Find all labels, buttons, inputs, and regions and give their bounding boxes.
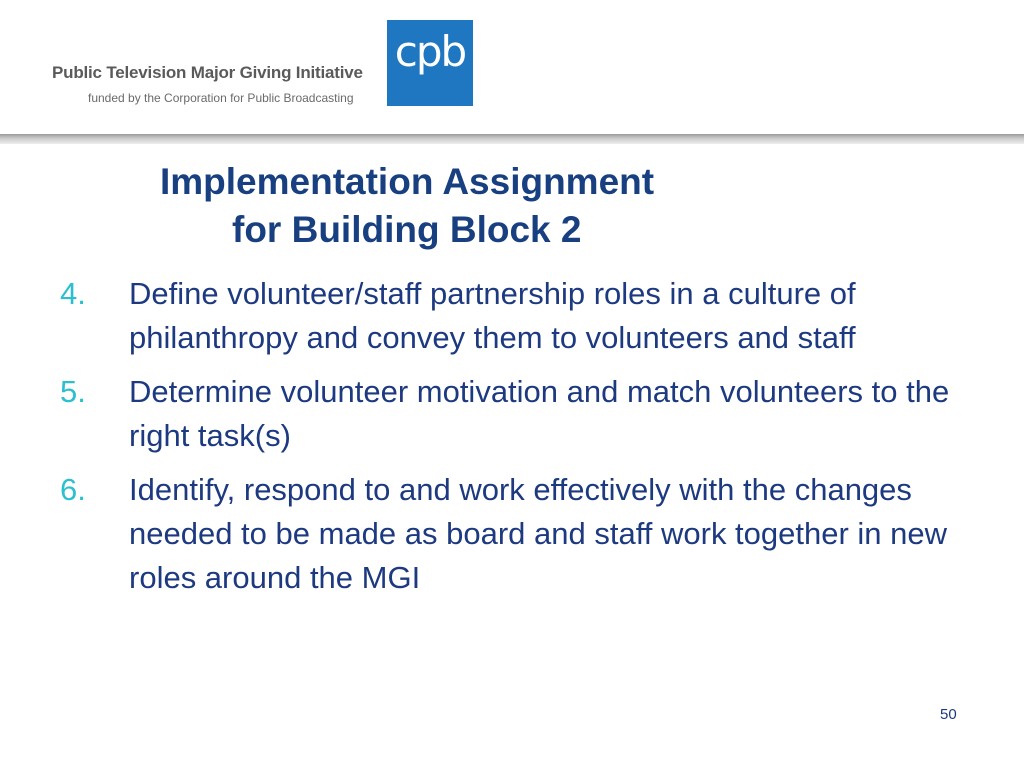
logo-text: cpb — [394, 27, 466, 76]
list-item — [60, 272, 960, 360]
slide-header — [0, 0, 1024, 136]
page-number: 50 — [940, 706, 957, 723]
title-line-2: for Building Block 2 — [232, 209, 582, 250]
cpb-logo — [387, 20, 473, 106]
header-divider — [0, 134, 1024, 144]
item-number: 5. — [60, 374, 86, 409]
numbered-list — [60, 272, 960, 610]
item-text: Identify, respond to and work effectively with the changes needed to be made as board and staff work together in new roles around the MGI — [129, 472, 948, 595]
item-number: 4. — [60, 276, 86, 311]
item-text: Determine volunteer motivation and match volunteers to the right task(s) — [129, 374, 950, 453]
list-item — [60, 468, 960, 600]
title-line-1: Implementation Assignment — [160, 161, 655, 202]
item-number: 6. — [60, 472, 86, 507]
org-subtitle: funded by the Corporation for Public Broadcasting — [88, 91, 354, 105]
org-name: Public Television Major Giving Initiative — [52, 63, 363, 82]
slide-title — [160, 158, 860, 254]
item-text: Define volunteer/staff partnership roles in a culture of philanthropy and convey them to volunteers and staff — [129, 276, 856, 355]
list-item — [60, 370, 960, 458]
